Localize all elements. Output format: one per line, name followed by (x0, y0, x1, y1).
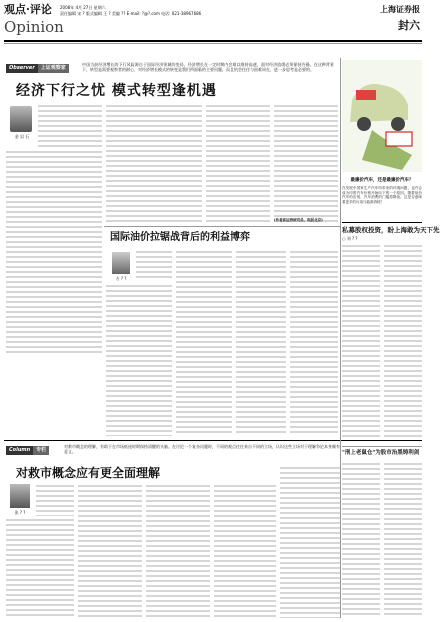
column-col-5 (280, 466, 340, 618)
car-caption-body: 在发展中国家生产汽车所带来的环境问题，也许会成为印度汽车价格开始向下的一个原因。随着低价汽车的出现，汽车消费的门槛将降低，这是否意味着更多的污染与能源消耗？ (342, 186, 422, 204)
masthead-rule (4, 40, 422, 42)
oil-col-1b (106, 284, 172, 436)
oil-author-photo (112, 252, 130, 274)
private-col-2 (384, 244, 422, 438)
observer-headline: 经济下行之忧 模式转型逢机遇 (16, 83, 217, 99)
right-bottom-col-1 (342, 462, 380, 618)
divider-observer (104, 226, 340, 227)
observer-intro: 中国当前经济增长的下行风险源自于国际经济领域的变局，经济增长在一定时期内会难以维持高速，面对经济放缓必须保持冷静。在这种背景下，转型是需要观察者的耐心，对经济增长模式的转变是我们所面临的主要问题，而且机会往往与困难同在，进一步思考是必要的。 (82, 62, 334, 72)
right-bottom-headline: "刑上老鼠仓"为股市治黑铸利剑 (342, 450, 420, 456)
author-photo (10, 106, 32, 132)
column-tag-label: Column (6, 446, 33, 455)
observer-tag-sub: 上证观察家 (38, 64, 69, 73)
column-col-1a (36, 484, 74, 516)
column-intro: 对救市概念的理解，有助于在市场低迷时期保持清醒的头脑。在讨论一个复杂问题时，不同的观点往往来自不同的立场，认识这些立场对于理解争论本身颇有意义。 (64, 444, 340, 454)
column-tag (6, 446, 49, 455)
column-tag-sub: 专栏 (33, 446, 49, 455)
oil-col-4 (290, 250, 338, 436)
observer-col-2 (106, 104, 202, 224)
vertical-divider-right (340, 58, 341, 618)
right-bottom-col-2 (384, 462, 422, 618)
private-headline: 私募股权投资，盼上海敢为天下先 (342, 226, 440, 234)
masthead-info-line1: 2008年 4月 27日 星期六 (60, 5, 106, 10)
car-cartoon-image (342, 60, 422, 172)
divider-right-bottom (342, 446, 422, 447)
oil-col-3 (236, 250, 286, 436)
observer-col-4 (274, 104, 338, 222)
column-col-2 (78, 484, 142, 618)
divider-middle (4, 440, 422, 441)
private-byline: ○ 刘 ? ? (342, 236, 358, 241)
author-name: 金 岩 石 (14, 134, 30, 139)
masthead (4, 2, 422, 42)
oil-col-1a (136, 250, 172, 280)
observer-col-3 (206, 104, 270, 224)
column-col-1b (6, 518, 74, 618)
oil-author-name: 方 ? ? (115, 276, 127, 281)
paper-name: 上海证券报 (380, 5, 420, 14)
observer-tag (6, 64, 69, 73)
page-number: 封六 (398, 19, 420, 32)
masthead-rule-thin (4, 43, 422, 44)
observer-col-1a (38, 104, 102, 148)
observer-tag-label: Observer (6, 64, 38, 73)
car-caption-title: 最廉价汽车，还是最廉价汽车？ (350, 178, 414, 183)
section-title-cn: 观点·评论 (4, 3, 52, 16)
section-title-en: Opinion (4, 18, 64, 36)
oil-headline: 国际油价拉锯战背后的利益博弈 (110, 232, 250, 243)
column-author-name: 张 ? ? (14, 510, 26, 515)
observer-signature: (作者系证券研究员，现居北京) (274, 218, 323, 222)
column-col-4 (214, 484, 276, 618)
column-col-3 (146, 484, 210, 618)
masthead-info-line2: 责任编辑 宋 ? 版式编辑 王 ? 美编 ?? E-mail: ?@?.com 电话: 021-38967686 (60, 11, 202, 16)
divider-right-top (342, 222, 422, 223)
private-col-1 (342, 244, 380, 438)
car-illustration (342, 60, 422, 172)
column-author-photo (10, 484, 30, 508)
observer-col-1b (6, 150, 102, 356)
oil-col-2 (176, 250, 232, 436)
column-headline: 对救市概念应有更全面理解 (16, 466, 161, 480)
